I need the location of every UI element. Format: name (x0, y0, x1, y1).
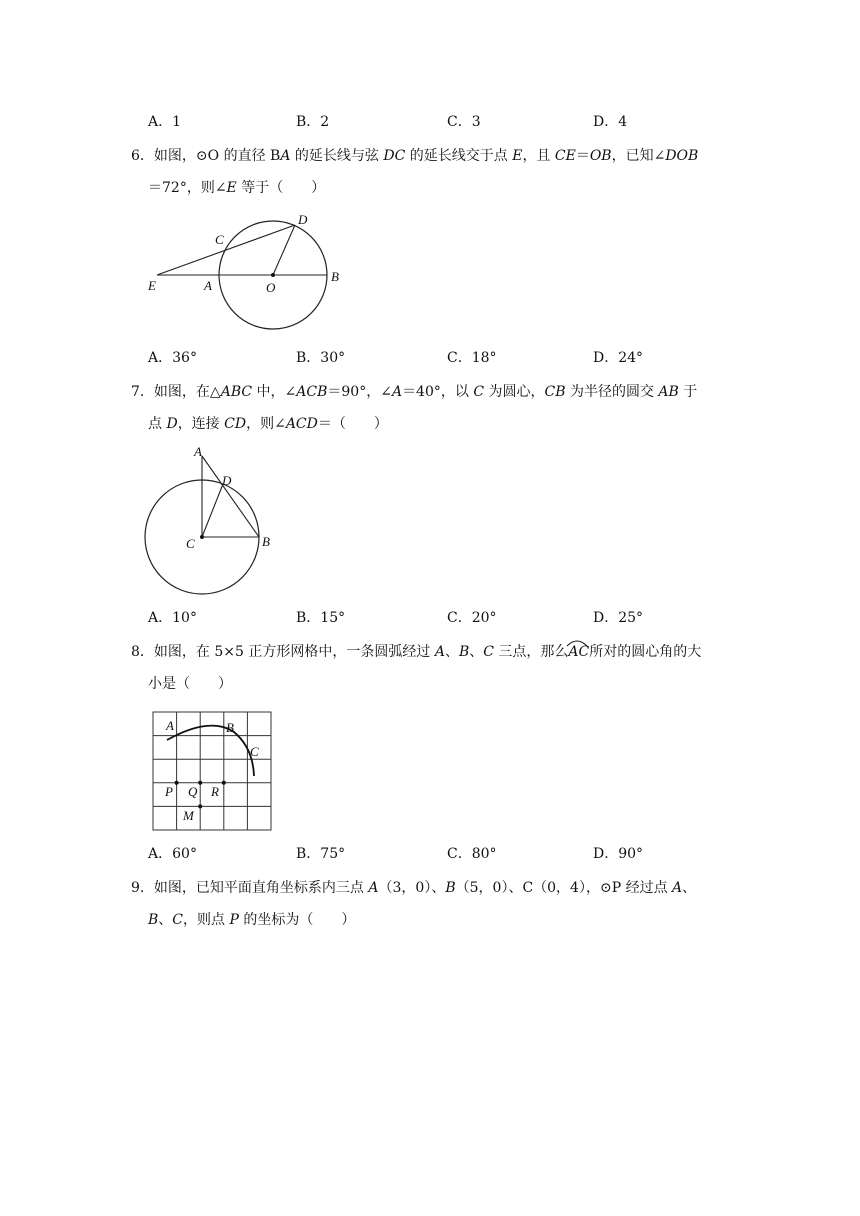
option-d[interactable]: D．4 (593, 114, 628, 130)
q8-label-b: B (226, 720, 234, 735)
q6-label-b: B (331, 269, 339, 284)
q7-center-dot (200, 535, 204, 539)
q6-label-c: C (215, 232, 224, 247)
q7-label-c: C (186, 536, 195, 551)
arc-ac-symbol: AC (568, 642, 589, 662)
q6-figure (140, 208, 350, 336)
q6-option-d[interactable]: D．24° (593, 350, 644, 366)
q8-point-q (198, 781, 202, 785)
q8-option-d[interactable]: D．90° (593, 846, 644, 862)
q7-option-d[interactable]: D．25° (593, 610, 644, 626)
q9-line-1: 9．如图，已知平面直角坐标系内三点 A（3，0）、B（5，0）、C（0，4），⊙P 经过点 A、 (131, 880, 697, 896)
q6-line-1: 6．如图，⊙O 的直径 BA 的延长线与弦 DC 的延长线交于点 E，且 CE＝OB，已知∠DOB (131, 148, 699, 164)
option-c[interactable]: C．3 (447, 114, 481, 130)
q7-label-d: D (222, 473, 232, 488)
q8-label-p: P (165, 784, 173, 799)
q7-figure (140, 440, 290, 600)
q6-option-b[interactable]: B．30° (296, 350, 346, 366)
q6-line-2: ＝72°，则∠E 等于（ ） (148, 180, 326, 196)
q6-line-od (273, 225, 295, 275)
q6-label-e: E (148, 278, 156, 293)
q6-label-a: A (204, 278, 212, 293)
q7-label-a: A (194, 444, 202, 459)
q6-label-o: O (266, 280, 276, 295)
q6-line-ed (157, 225, 295, 275)
q8-point-r (222, 781, 226, 785)
q8-option-c[interactable]: C．80° (447, 846, 497, 862)
option-a[interactable]: A．1 (148, 114, 182, 130)
q8-label-r: R (211, 784, 219, 799)
q8-label-m: M (183, 808, 194, 823)
q8-label-c: C (250, 744, 259, 759)
q8-figure (150, 710, 274, 832)
q7-line-1: 7．如图，在△ABC 中，∠ACB＝90°，∠A＝40°，以 C 为圆心，CB 为半径的圆交 AB 于 (131, 384, 698, 400)
q6-center-dot (271, 273, 275, 277)
q8-option-b[interactable]: B．75° (296, 846, 346, 862)
q7-line-2: 点 D，连接 CD，则∠ACD＝（ ） (148, 416, 388, 432)
q7-line-ab (202, 456, 259, 537)
q8-label-q: Q (188, 784, 198, 799)
q7-option-c[interactable]: C．20° (447, 610, 497, 626)
q7-option-a[interactable]: A．10° (148, 610, 197, 626)
q8-point-m (198, 804, 202, 808)
q6-option-c[interactable]: C．18° (447, 350, 497, 366)
q6-option-a[interactable]: A．36° (148, 350, 197, 366)
option-b[interactable]: B．2 (296, 114, 330, 130)
q9-line-2: B、C，则点 P 的坐标为（ ） (148, 912, 356, 928)
q8-line-2: 小是（ ） (148, 676, 232, 692)
q8-option-a[interactable]: A．60° (148, 846, 197, 862)
q8-point-p (175, 781, 179, 785)
q7-option-b[interactable]: B．15° (296, 610, 346, 626)
q7-label-b: B (262, 534, 270, 549)
arc-mark-icon (566, 639, 588, 647)
q8-arc (167, 726, 254, 776)
q6-label-d: D (298, 212, 308, 227)
q7-line-cd (202, 484, 223, 537)
q8-label-a: A (166, 718, 174, 733)
q8-line-1: 8．如图，在 5×5 正方形网格中，一条圆弧经过 A、B、C 三点，那么 AC所对的圆心角的大 (131, 642, 701, 662)
